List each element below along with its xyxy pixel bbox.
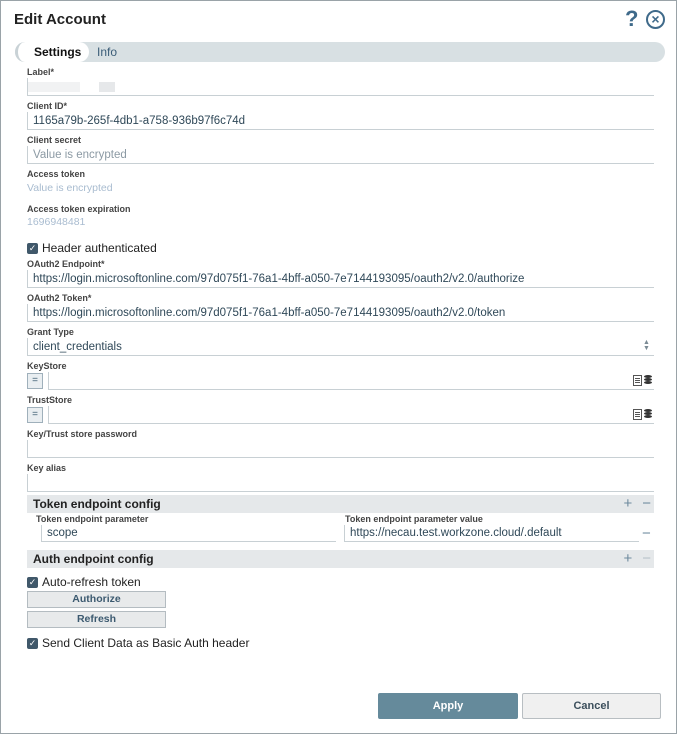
send-client-data-label: Send Client Data as Basic Auth header: [42, 636, 250, 650]
tab-info[interactable]: Info: [97, 45, 118, 59]
tab-bar: [15, 42, 665, 62]
access-token-value: Value is encrypted: [27, 182, 113, 194]
access-token-expiration-label: Access token expiration: [27, 204, 131, 214]
authorize-button[interactable]: Authorize: [27, 591, 166, 608]
close-icon[interactable]: ×: [646, 10, 665, 29]
remove-icon: −: [642, 550, 651, 567]
auth-endpoint-config-header: [27, 550, 654, 568]
dialog-title: Edit Account: [14, 11, 106, 28]
remove-row-icon[interactable]: −: [642, 525, 651, 542]
access-token-expiration-value: 1696948481: [27, 216, 86, 228]
oauth2-token-label: OAuth2 Token*: [27, 293, 92, 303]
store-password-label: Key/Trust store password: [27, 429, 138, 439]
header-authenticated-label: Header authenticated: [42, 241, 157, 255]
token-endpoint-value-input[interactable]: https://necau.test.workzone.cloud/.default: [344, 525, 639, 542]
oauth2-token-input[interactable]: https://login.microsoftonline.com/97d075f1-76a1-4bff-a050-7e7144193095/oauth2/v2.0/token: [27, 304, 654, 322]
key-alias-label: Key alias: [27, 463, 67, 473]
auth-endpoint-config-title: Auth endpoint config: [33, 552, 154, 566]
send-client-data-checkbox[interactable]: [27, 636, 249, 650]
add-icon[interactable]: +: [623, 550, 633, 567]
add-icon[interactable]: +: [623, 495, 633, 512]
help-icon[interactable]: ?: [625, 6, 639, 31]
grant-type-label: Grant Type: [27, 327, 74, 337]
client-secret-label: Client secret: [27, 135, 82, 145]
keystore-input[interactable]: [48, 372, 654, 390]
select-arrows-icon: ▲▼: [643, 339, 650, 352]
browse-file-icon[interactable]: [633, 375, 642, 386]
token-endpoint-parameter-header: Token endpoint parameter: [36, 514, 149, 524]
refresh-button[interactable]: Refresh: [27, 611, 166, 628]
auto-refresh-checkbox[interactable]: [27, 575, 141, 589]
grant-type-value: client_credentials: [33, 341, 122, 353]
truststore-input[interactable]: [48, 406, 654, 424]
keystore-label: KeyStore: [27, 361, 67, 371]
checkbox-checked-icon: ✓: [28, 576, 37, 587]
checkbox-checked-icon: ✓: [28, 242, 37, 253]
cancel-button[interactable]: Cancel: [522, 693, 661, 719]
masked-value: [99, 82, 115, 92]
truststore-expression-toggle[interactable]: =: [27, 407, 43, 423]
database-icon[interactable]: [644, 409, 652, 419]
key-alias-input[interactable]: [27, 474, 654, 492]
database-icon[interactable]: [644, 375, 652, 385]
client-secret-input[interactable]: Value is encrypted: [27, 146, 654, 164]
client-id-input[interactable]: 1165a79b-265f-4db1-a758-936b97f6c74d: [27, 112, 654, 130]
oauth2-endpoint-input[interactable]: https://login.microsoftonline.com/97d075f1-76a1-4bff-a050-7e7144193095/oauth2/v2.0/authorize: [27, 270, 654, 288]
browse-file-icon[interactable]: [633, 409, 642, 420]
token-endpoint-config-header: [27, 495, 654, 513]
truststore-label: TrustStore: [27, 395, 73, 405]
access-token-label: Access token: [27, 169, 86, 179]
masked-value: [28, 82, 80, 92]
checkbox-checked-icon: ✓: [28, 637, 37, 648]
header-authenticated-checkbox[interactable]: [27, 241, 157, 255]
grant-type-select[interactable]: [27, 338, 654, 356]
label-field-label: Label*: [27, 67, 55, 77]
tab-settings[interactable]: Settings: [15, 42, 89, 62]
token-endpoint-config-title: Token endpoint config: [33, 497, 161, 511]
auto-refresh-label: Auto-refresh token: [42, 575, 141, 589]
oauth2-endpoint-label: OAuth2 Endpoint*: [27, 259, 105, 269]
remove-icon[interactable]: −: [642, 495, 651, 512]
apply-button[interactable]: Apply: [378, 693, 518, 719]
token-endpoint-parameter-input[interactable]: scope: [41, 525, 336, 542]
store-password-input[interactable]: [27, 440, 654, 458]
label-input[interactable]: [27, 78, 654, 96]
keystore-expression-toggle[interactable]: =: [27, 373, 43, 389]
client-id-label: Client ID*: [27, 101, 68, 111]
token-endpoint-value-header: Token endpoint parameter value: [345, 514, 483, 524]
